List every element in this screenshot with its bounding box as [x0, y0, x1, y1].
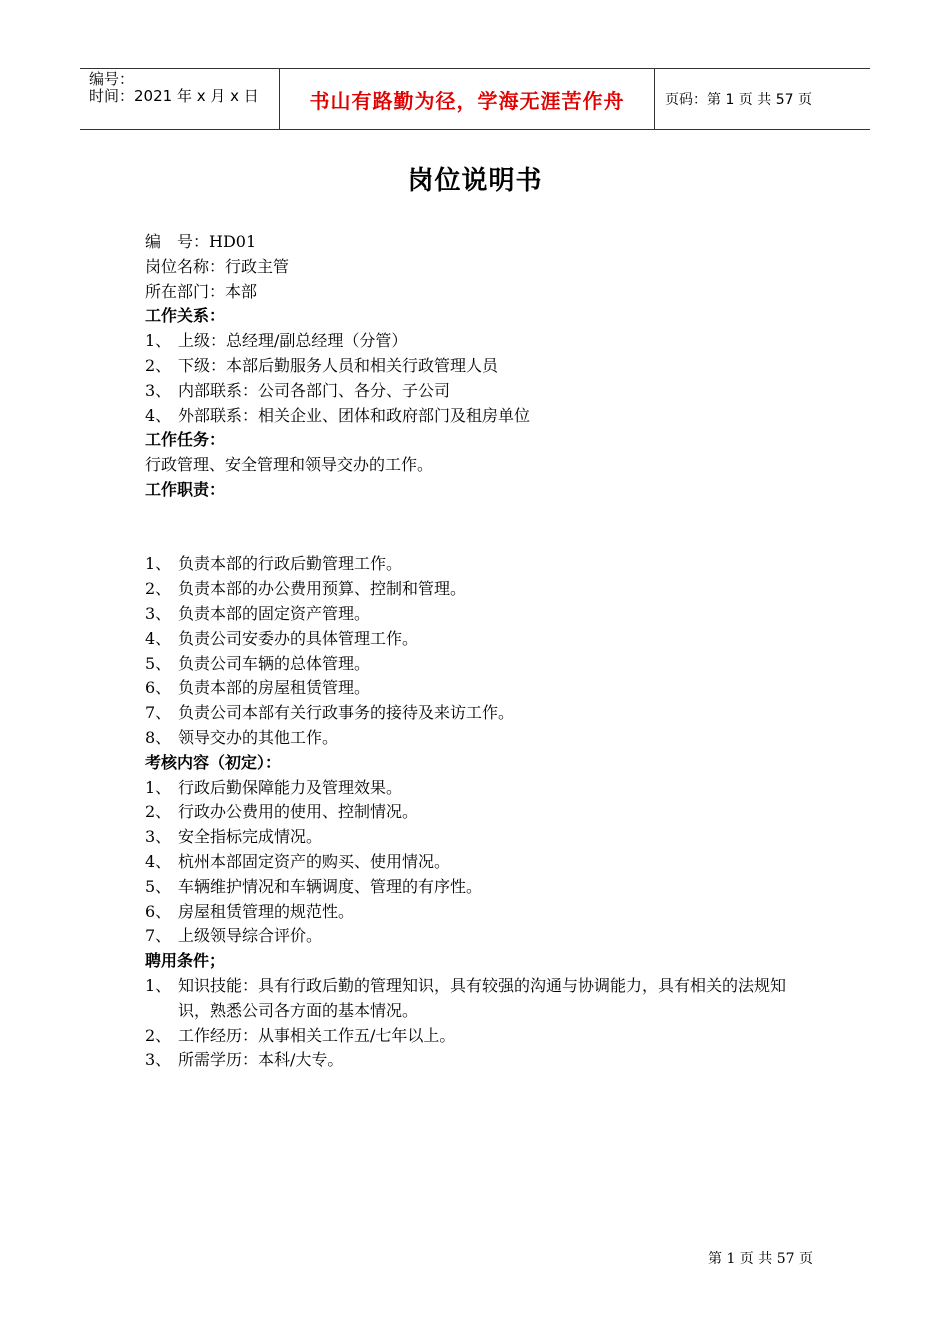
- list-item: 1、 行政后勤保障能力及管理效果。: [145, 777, 403, 797]
- list-item: 5、 负责公司车辆的总体管理。: [145, 653, 371, 673]
- list-item: 1、 负责本部的行政后勤管理工作。: [145, 554, 403, 574]
- page-footer: 第 1 页 共 57 页: [708, 1251, 813, 1267]
- list-item: 6、 房屋租赁管理的规范性。: [145, 901, 355, 921]
- list-item: 7、 负责公司本部有关行政事务的接待及来访工作。: [145, 703, 515, 723]
- field-department: 所在部门：本部: [145, 281, 258, 301]
- header-code-label: 编号：: [89, 70, 135, 88]
- blank-space: [145, 503, 815, 553]
- list-item: 1、 上级：总经理/副总经理（分管）: [145, 331, 408, 351]
- section-heading-requirements: 聘用条件；: [145, 951, 226, 971]
- list-item: 3、 内部联系：公司各部门、各分、子公司: [145, 380, 451, 400]
- page-header: [80, 68, 870, 130]
- section-heading-relations: 工作关系：: [145, 306, 226, 326]
- header-page-info: 页码：第 1 页 共 57 页: [665, 92, 812, 108]
- list-item: 1、 知识技能：具有行政后勤的管理知识，具有较强的沟通与协调能力，具有相关的法规知识，熟悉公司各方面的基本情况。: [145, 975, 787, 1020]
- list-item: 7、 上级领导综合评价。: [145, 926, 323, 946]
- list-item: 3、 负责本部的固定资产管理。: [145, 603, 371, 623]
- header-meta: [80, 69, 280, 129]
- list-item: 3、 所需学历：本科/大专。: [145, 1050, 344, 1070]
- list-item: 8、 领导交办的其他工作。: [145, 727, 339, 747]
- list-item: 2、 负责本部的办公费用预算、控制和管理。: [145, 579, 467, 599]
- list-item: 3、 安全指标完成情况。: [145, 827, 323, 847]
- section-heading-assessment: 考核内容（初定）：: [145, 752, 282, 772]
- list-item: 4、 外部联系：相关企业、团体和政府部门及租房单位: [145, 405, 531, 425]
- list-item: 2、 行政办公费用的使用、控制情况。: [145, 802, 419, 822]
- header-motto: 书山有路勤为径，学海无涯苦作舟: [280, 69, 655, 129]
- document-body: [145, 230, 815, 1073]
- field-number: 编 号：HD01: [145, 232, 257, 251]
- document-title: 岗位说明书: [407, 166, 543, 196]
- section-heading-tasks: 工作任务：: [145, 430, 226, 450]
- section-heading-duties: 工作职责：: [145, 479, 226, 499]
- list-item: 2、 工作经历：从事相关工作五/七年以上。: [145, 1025, 456, 1045]
- list-item: 6、 负责本部的房屋租赁管理。: [145, 678, 371, 698]
- list-item: 4、 负责公司安委办的具体管理工作。: [145, 628, 419, 648]
- header-time-label: 时间：2021 年 x 月 x 日: [89, 87, 259, 105]
- list-item: 2、 下级：本部后勤服务人员和相关行政管理人员: [145, 355, 499, 375]
- list-item: 4、 杭州本部固定资产的购买、使用情况。: [145, 851, 451, 871]
- list-item: 5、 车辆维护情况和车辆调度、管理的有序性。: [145, 876, 483, 896]
- field-position: 岗位名称：行政主管: [145, 256, 290, 276]
- tasks-text: 行政管理、安全管理和领导交办的工作。: [145, 455, 434, 475]
